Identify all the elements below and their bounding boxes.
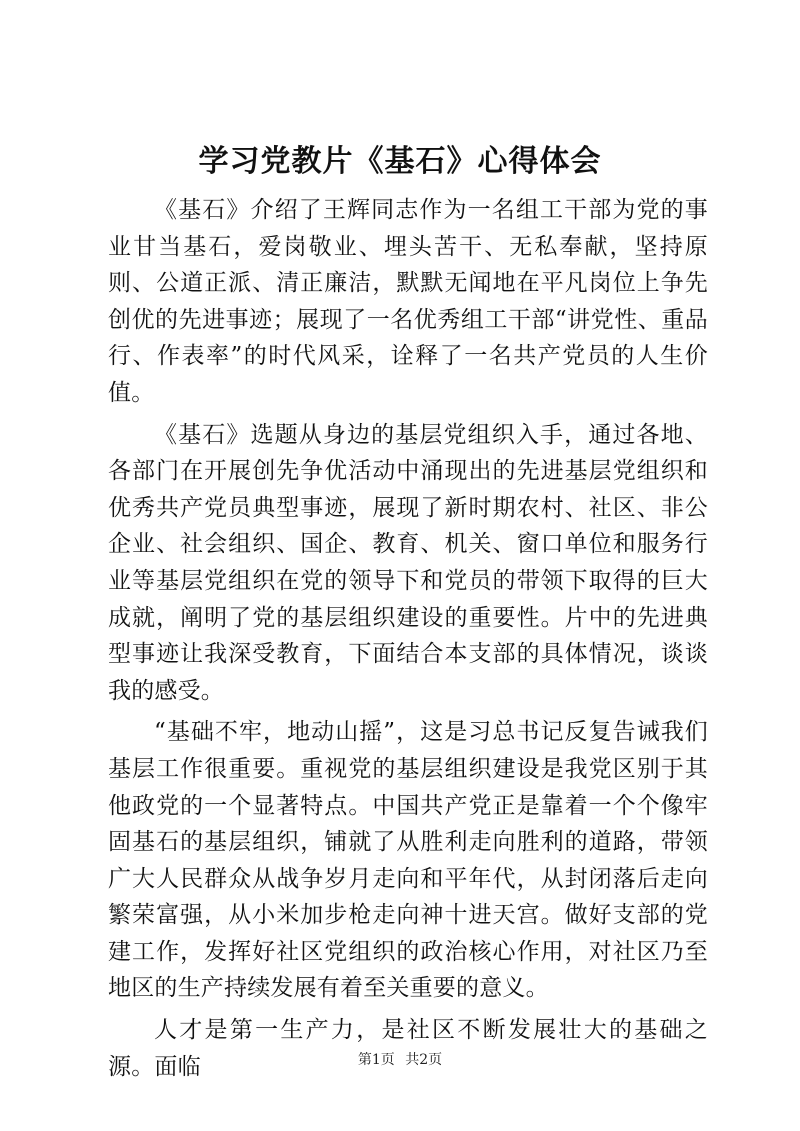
paragraph-foundation: “基础不牢，地动山摇”，这是习总书记反复告诫我们基层工作很重要。重视党的基层组织建设是我党区别于其他政党的一个显著特点。中国共产党正是靠着一个个像牢固基石的基层组织，铺就了从胜利走向胜利的道路，带领广大人民群众从战争岁月走向和平年代，从封闭落后走向繁荣富强，从小米加步枪走向神十进天宫。做好支部的党建工作，发挥好社区党组织的政治核心作用，对社区乃至地区的生产持续发展有着至关重要的意义。 [108,719,708,1002]
page-number-current: 第1页 [357,1052,395,1068]
paragraph-topic: 《基石》选题从身边的基层党组织入手，通过各地、各部门在开展创先争优活动中涌现出的先进基层党组织和优秀共产党员典型事迹，展现了新时期农村、社区、非公企业、社会组织、国企、教育、机关、窗口单位和服务行业等基层党组织在党的领导下和党员的带领下取得的巨大成就，阐明了党的基层组织建设的重要性。片中的先进典型事迹让我深受教育，下面结合本支部的具体情况，谈谈我的感受。 [108,421,708,704]
paragraph-talent: 人才是第一生产力，是社区不断发展壮大的基础之源。面临 [108,1017,708,1080]
paragraph-intro: 《基石》介绍了王辉同志作为一名组工干部为党的事业甘当基石，爱岗敬业、埋头苦干、无私奉献，坚持原则、公道正派、清正廉洁，默默无闻地在平凡岗位上争先创优的先进事迹；展现了一名优秀组工干部“讲党性、重品行、作表率”的时代风采，诠释了一名共产党员的人生价值。 [108,197,708,406]
document-body [108,192,708,1085]
page-footer [0,1050,800,1070]
page-number-total: 共2页 [405,1052,443,1068]
page-title: 学习党教片《基石》心得体会 [198,144,602,179]
